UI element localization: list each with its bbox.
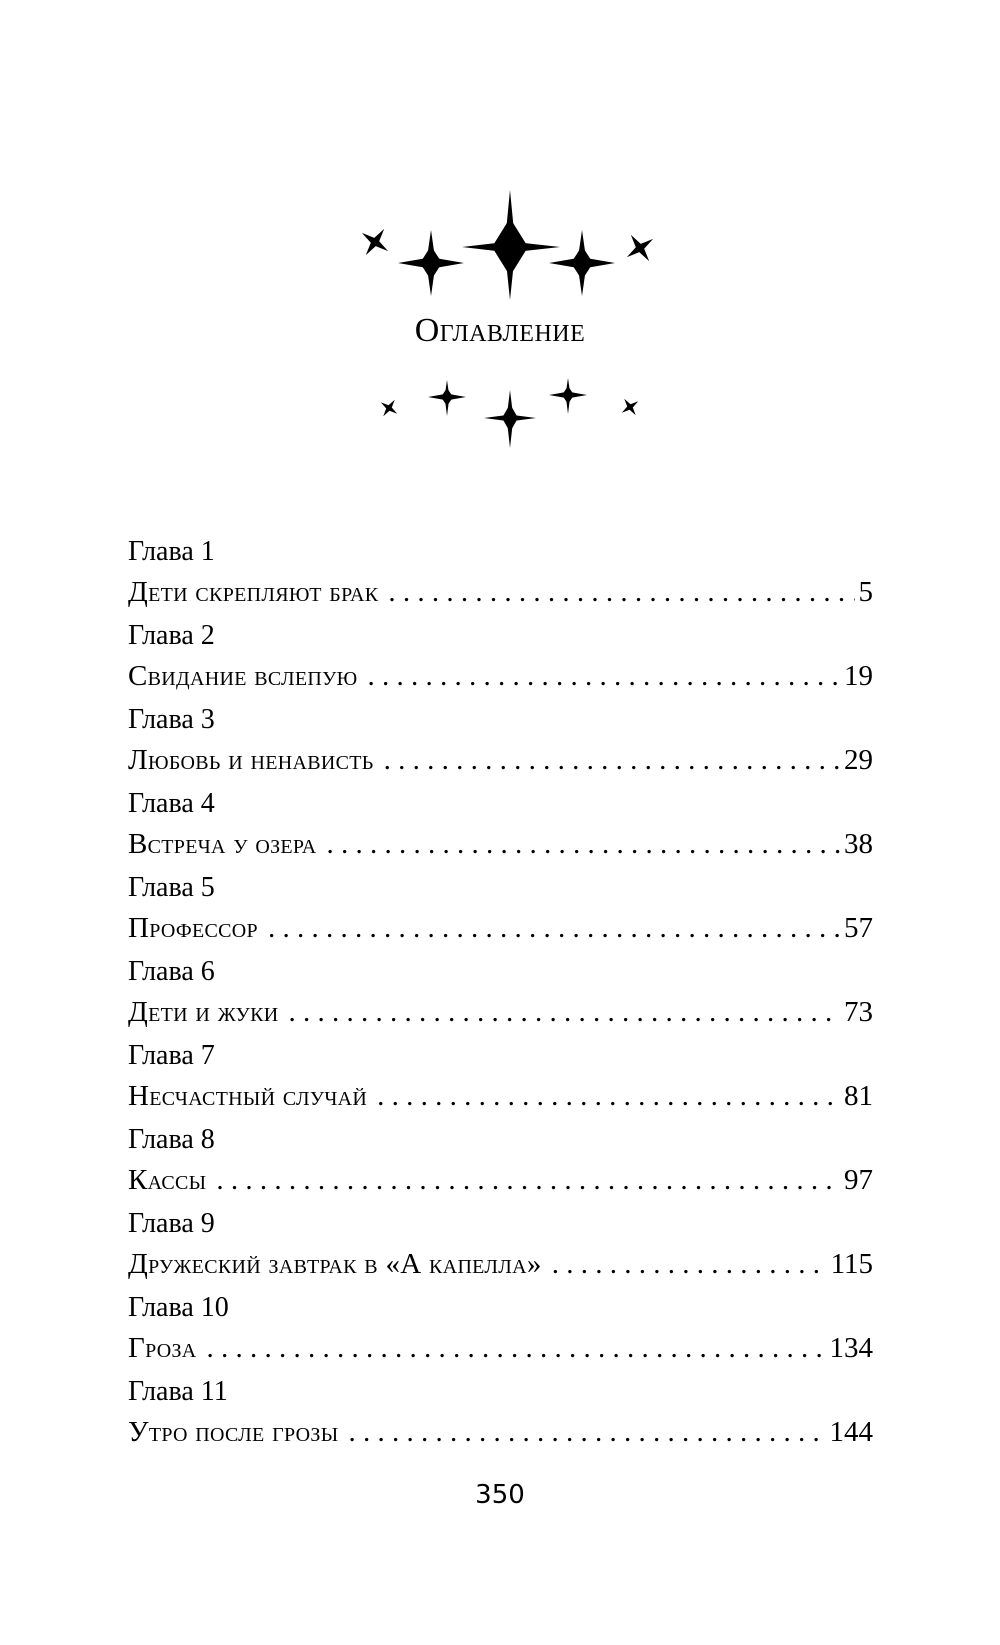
chapter-label: Глава 5 bbox=[128, 872, 215, 903]
toc-entry-line bbox=[128, 656, 873, 696]
toc-entry-line bbox=[128, 1076, 873, 1116]
star-icon bbox=[462, 190, 560, 300]
dot-leader bbox=[368, 656, 841, 696]
toc-entry-line bbox=[128, 992, 873, 1032]
page-number: 81 bbox=[844, 1080, 873, 1112]
star-ornament-top bbox=[0, 180, 1000, 310]
page-number: 5 bbox=[858, 576, 873, 608]
chapter-title: Утро после грозы bbox=[128, 1416, 339, 1448]
dot-leader bbox=[327, 824, 840, 864]
star-icon bbox=[428, 380, 466, 416]
chapter-title: Профессор bbox=[128, 912, 258, 944]
chapter-label: Глава 9 bbox=[128, 1208, 215, 1239]
page-number: 19 bbox=[844, 660, 873, 692]
chapter-label: Глава 4 bbox=[128, 788, 215, 819]
page-number: 73 bbox=[844, 996, 873, 1028]
chapter-label: Глава 8 bbox=[128, 1124, 215, 1155]
page-folio-number: 350 bbox=[475, 1480, 525, 1510]
dot-leader bbox=[268, 908, 840, 948]
toc-entry bbox=[128, 534, 873, 618]
toc-entry bbox=[128, 870, 873, 954]
chapter-label: Глава 3 bbox=[128, 704, 215, 735]
dot-leader bbox=[207, 1328, 826, 1368]
dot-leader bbox=[388, 572, 854, 612]
star-icon bbox=[618, 226, 663, 271]
toc-entry bbox=[128, 618, 873, 702]
toc-entry bbox=[128, 702, 873, 786]
toc-entry bbox=[128, 1290, 873, 1374]
chapter-label: Глава 1 bbox=[128, 536, 215, 567]
toc-entry bbox=[128, 1122, 873, 1206]
page-title: Оглавление bbox=[414, 312, 586, 349]
chapter-label: Глава 6 bbox=[128, 956, 215, 987]
toc-entry bbox=[128, 786, 873, 870]
toc-entry-line bbox=[128, 1328, 873, 1368]
page-number: 115 bbox=[830, 1248, 873, 1280]
chapter-label: Глава 10 bbox=[128, 1292, 229, 1323]
dot-leader bbox=[288, 992, 840, 1032]
page-number: 29 bbox=[844, 744, 873, 776]
star-icon bbox=[549, 378, 587, 414]
star-icon bbox=[616, 393, 644, 421]
chapter-title: Дети и жуки bbox=[128, 996, 279, 1028]
star-ornament-bottom bbox=[0, 378, 1000, 463]
chapter-title: Кассы bbox=[128, 1164, 207, 1196]
dot-leader bbox=[348, 1412, 825, 1452]
toc-entry-line bbox=[128, 1244, 873, 1284]
toc-entry bbox=[128, 954, 873, 1038]
chapter-title: Дети скрепляют брак bbox=[128, 576, 379, 608]
star-icon bbox=[484, 390, 536, 448]
page-number: 134 bbox=[829, 1332, 873, 1364]
chapter-label: Глава 11 bbox=[128, 1376, 228, 1407]
dot-leader bbox=[377, 1076, 840, 1116]
toc-entry-line bbox=[128, 572, 873, 612]
star-icon bbox=[398, 230, 464, 296]
page-number: 38 bbox=[844, 828, 873, 860]
toc-entry-line bbox=[128, 824, 873, 864]
page-number: 57 bbox=[844, 912, 873, 944]
star-icon bbox=[353, 220, 398, 265]
toc-entry-line bbox=[128, 908, 873, 948]
chapter-title: Любовь и ненависть bbox=[128, 744, 374, 776]
dot-leader bbox=[216, 1160, 840, 1200]
chapter-title: Дружеский завтрак в «А капелла» bbox=[128, 1248, 542, 1280]
chapter-title: Несчастный случай bbox=[128, 1080, 368, 1112]
toc-entry bbox=[128, 1206, 873, 1290]
toc-entry-line bbox=[128, 1160, 873, 1200]
page-number: 144 bbox=[829, 1416, 873, 1448]
dot-leader bbox=[384, 740, 840, 780]
chapter-title: Гроза bbox=[128, 1332, 197, 1364]
toc-entry-line bbox=[128, 1412, 873, 1452]
chapter-label: Глава 7 bbox=[128, 1040, 215, 1071]
toc-entry-line bbox=[128, 740, 873, 780]
toc-entry bbox=[128, 1038, 873, 1122]
chapter-title: Свидание вслепую bbox=[128, 660, 358, 692]
table-of-contents bbox=[128, 534, 873, 1458]
chapter-title: Встреча у озера bbox=[128, 828, 317, 860]
dot-leader bbox=[552, 1244, 827, 1284]
star-icon bbox=[375, 394, 403, 422]
star-icon bbox=[549, 230, 615, 296]
toc-entry bbox=[128, 1374, 873, 1458]
page-number: 97 bbox=[844, 1164, 873, 1196]
chapter-label: Глава 2 bbox=[128, 620, 215, 651]
